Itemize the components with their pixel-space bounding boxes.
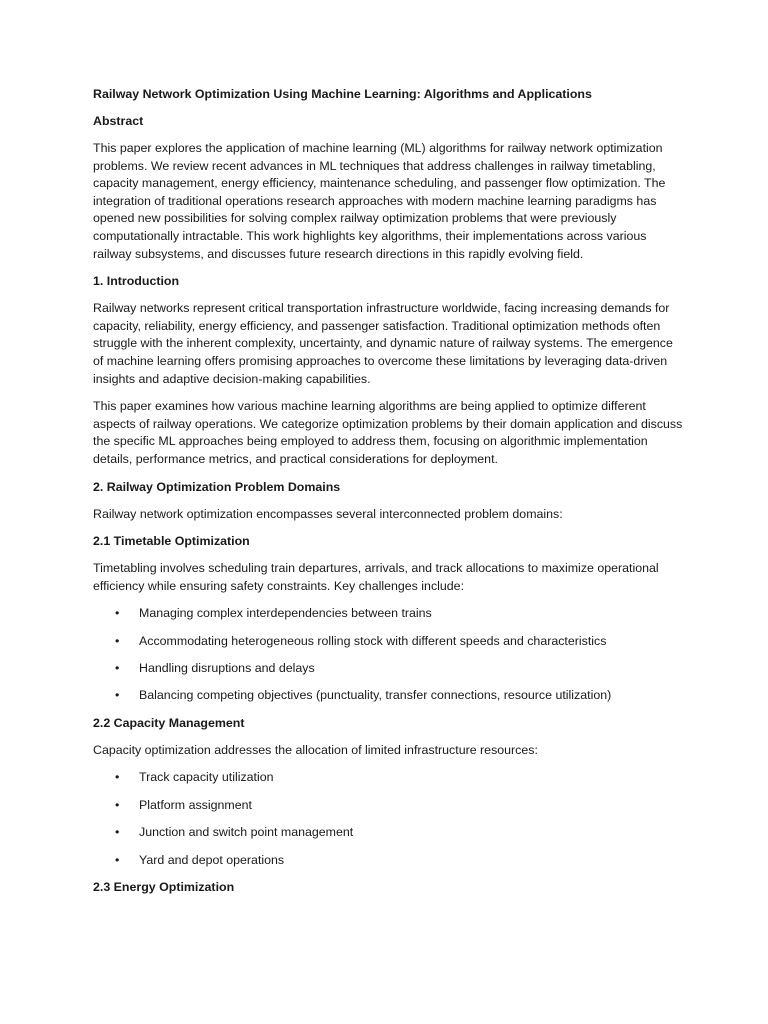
list-item-text: Managing complex interdependencies between trains — [139, 606, 432, 621]
list-item-text: Handling disruptions and delays — [139, 661, 315, 676]
list-item — [93, 660, 683, 678]
list-item-text: Track capacity utilization — [139, 770, 274, 785]
bullet-icon: • — [115, 770, 120, 785]
section-1-paragraph-1: Railway networks represent critical transportation infrastructure worldwide, facing increasing demands for capacity, reliability, energy efficiency, and passenger satisfaction. Traditional optimization methods often struggle with the inherent complexity, uncertainty, and dynamic nature of railway systems. The emergence of machine learning offers promising approaches to overcome these limitations by leveraging data-driven insights and adaptive decision-making capabilities. — [93, 301, 673, 386]
list-item-text: Accommodating heterogeneous rolling stock with different speeds and characteristics — [139, 633, 607, 648]
section-2-heading: 2. Railway Optimization Problem Domains — [93, 479, 341, 494]
section-1-heading: 1. Introduction — [93, 274, 180, 289]
bullet-icon: • — [115, 606, 120, 621]
section-2-2-heading: 2.2 Capacity Management — [93, 715, 245, 730]
list-item — [93, 605, 683, 623]
bullet-icon: • — [115, 797, 120, 812]
list-item-text: Junction and switch point management — [139, 825, 354, 840]
abstract-heading: Abstract — [93, 114, 144, 128]
section-2-3-heading: 2.3 Energy Optimization — [93, 880, 235, 894]
abstract-paragraph: This paper explores the application of machine learning (ML) algorithms for railway network optimization problems. We review recent advances in ML techniques that address challenges in railway timetabling, capacity management, energy efficiency, maintenance scheduling, and passenger flow optimization. The integration of traditional operations research approaches with modern machine learning paradigms has opened new possibilities for solving complex railway optimization problems that were previously computationally intractable. This work highlights key algorithms, their implementations across various railway subsystems, and discusses future research directions in this rapidly evolving field. — [93, 141, 666, 261]
document-title: Railway Network Optimization Using Machine Learning: Algorithms and Applications — [93, 87, 592, 101]
list-item — [93, 633, 683, 651]
bullet-icon: • — [115, 688, 120, 703]
list-item — [93, 824, 683, 842]
list-item — [93, 769, 683, 787]
section-2-1-paragraph: Timetabling involves scheduling train departures, arrivals, and track allocations to maximize operational efficiency while ensuring safety constraints. Key challenges include: — [93, 561, 659, 593]
bullet-icon: • — [115, 825, 120, 840]
list-item — [93, 797, 683, 815]
section-2-2-paragraph: Capacity optimization addresses the allocation of limited infrastructure resources: — [93, 742, 538, 757]
list-item — [93, 852, 683, 870]
bullet-icon: • — [115, 852, 120, 867]
list-item-text: Yard and depot operations — [139, 852, 285, 867]
section-1-paragraph-2: This paper examines how various machine learning algorithms are being applied to optimize different aspects of railway operations. We categorize optimization problems by their domain application and discuss the specific ML approaches being employed to address them, focusing on algorithmic implementation details, performance metrics, and practical considerations for deployment. — [93, 399, 683, 466]
section-2-2-bullet-list — [93, 769, 683, 869]
list-item-text: Balancing competing objectives (punctuality, transfer connections, resource utilization) — [139, 688, 612, 703]
bullet-icon: • — [115, 661, 120, 676]
section-2-1-heading: 2.1 Timetable Optimization — [93, 534, 250, 549]
section-2-1-bullet-list — [93, 605, 683, 705]
list-item-text: Platform assignment — [139, 797, 252, 812]
document-page — [93, 86, 683, 906]
list-item — [93, 687, 683, 705]
bullet-icon: • — [115, 633, 120, 648]
section-2-intro: Railway network optimization encompasses several interconnected problem domains: — [93, 506, 563, 521]
